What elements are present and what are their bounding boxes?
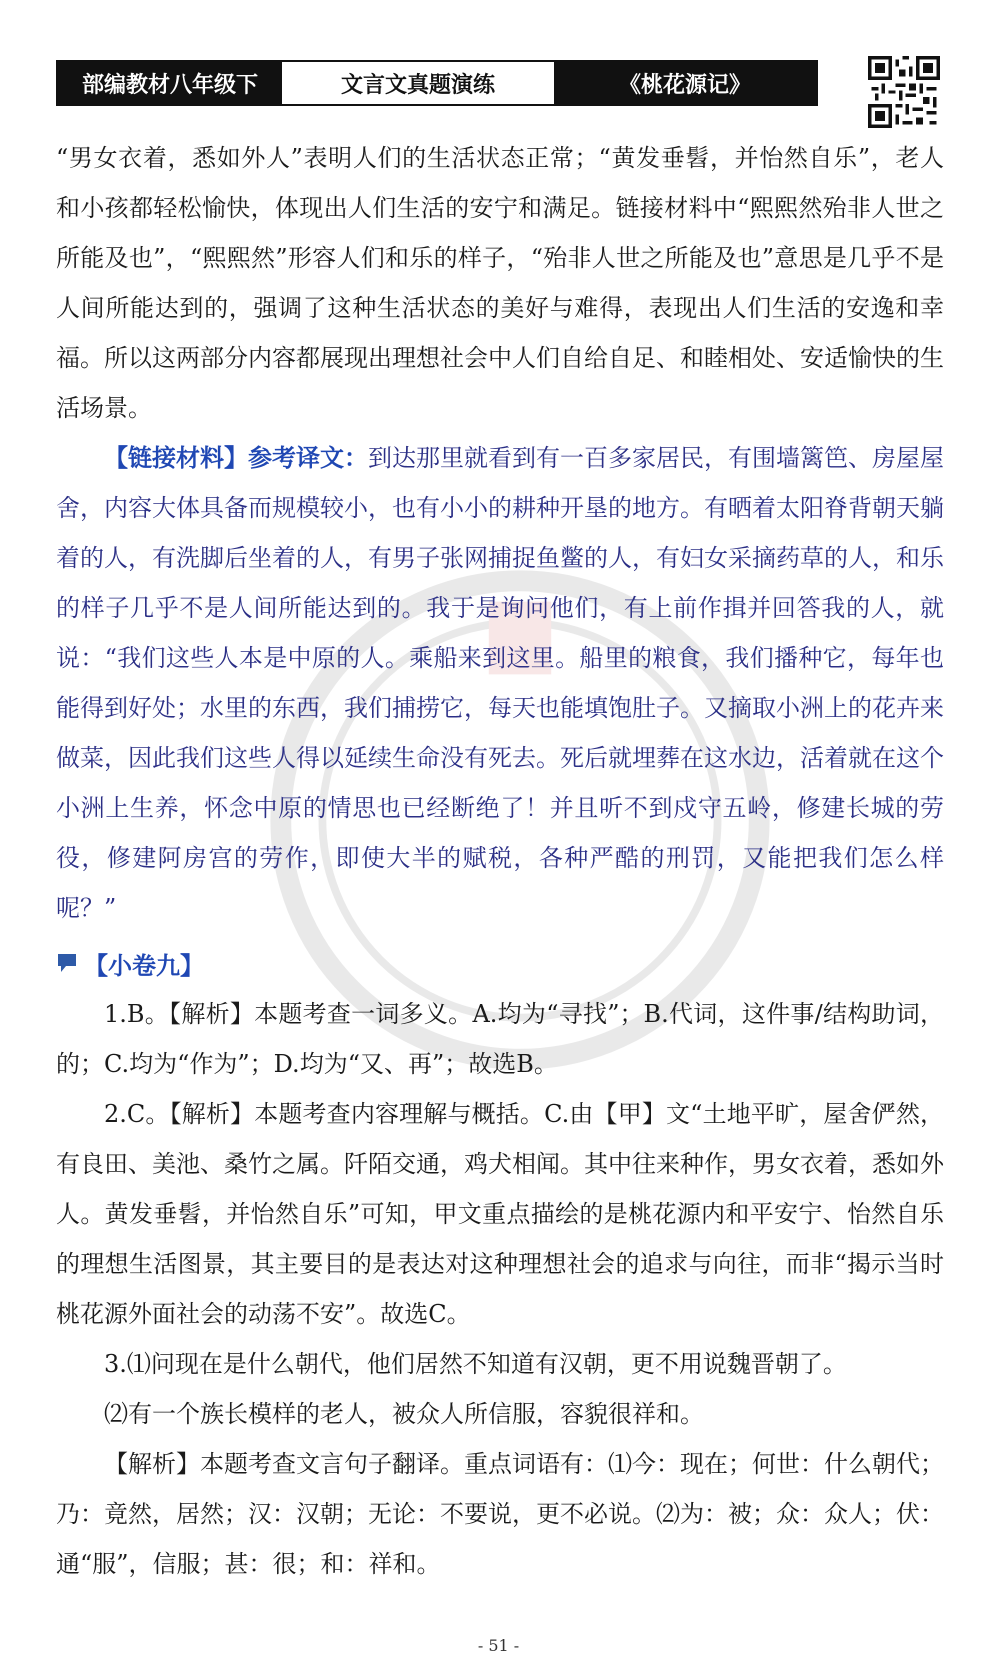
answer-3-part2: ⑵有一个族长模样的老人，被众人所信服，容貌很祥和。 [104,1400,704,1428]
section-heading [56,937,944,989]
answer-1: 1.B。【解析】本题考查一词多义。A.均为“寻找”；B.代词，这件事/结构助词，的；C.均为“作为”；D.均为“又、再”；故选B。 [56,1000,944,1078]
translation-label: 【链接材料】参考译文： [104,443,368,472]
header-topic: 文言文真题演练 [282,62,554,104]
translation-text: 到达那里就看到有一百多家居民，有围墙篱笆、房屋屋舍，内容大体具备而规模较小，也有小小的耕种开垦的地方。有晒着太阳脊背朝天躺着的人，有洗脚后坐着的人，有男子张网捕捉鱼鳖的人，有妇女采摘药草的人，和乐的样子几乎不是人间所能达到的。我于是询问他们，有上前作揖并回答我的人，就说：“我们这些人本是中原的人。乘船来到这里。船里的粮食，我们播种它，每年也能得到好处；水里的东西，我们捕捞它，每天也能填饱肚子。又摘取小洲上的花卉来做菜，因此我们这些人得以延续生命没有死去。死后就埋葬在这水边，活着就在这个小洲上生养，怀念中原的情思也已经断绝了！并且听不到戍守五岭，修建长城的劳役，修建阿房宫的劳作，即使大半的赋税，各种严酷的刑罚，又能把我们怎么样呢？” [56,444,944,922]
translation-paragraph [56,433,944,933]
answer-3-analysis: 【解析】本题考查文言句子翻译。重点词语有：⑴今：现在；何世：什么朝代；乃：竟然，居然；汉：汉朝；无论：不要说，更不必说。⑵为：被；众：众人；伏：通“服”，信服；甚：很；和：祥和。 [56,1450,944,1578]
bookmark-icon [56,952,80,974]
answer-3-part1: 3.⑴问现在是什么朝代，他们居然不知道有汉朝，更不用说魏晋朝了。 [104,1350,847,1378]
qr-code-icon [868,56,940,128]
answer-2: 2.C。【解析】本题考查内容理解与概括。C.由【甲】文“土地平旷，屋舍俨然，有良田、美池、桑竹之属。阡陌交通，鸡犬相闻。其中往来种作，男女衣着，悉如外人。黄发垂髫，并怡然自乐”可知，甲文重点描绘的是桃花源内和平安宁、怡然自乐的理想生活图景，其主要目的是表达对这种理想社会的追求与向往，而非“揭示当时桃花源外面社会的动荡不安”。故选C。 [56,1100,944,1328]
section-title: 【小卷九】 [84,950,204,980]
header-lesson: 《桃花源记》 [554,62,816,104]
page-header [56,60,818,106]
page-number: - 51 - [477,1636,520,1655]
analysis-paragraph: “男女衣着，悉如外人”表明人们的生活状态正常；“黄发垂髫，并怡然自乐”，老人和小孩都轻松愉快，体现出人们生活的安宁和满足。链接材料中“熙熙然殆非人世之所能及也”，“熙熙然”形容人们和乐的样子，“殆非人世之所能及也”意思是几乎不是人间所能达到的，强调了这种生活状态的美好与难得，表现出人们生活的安逸和幸福。所以这两部分内容都展现出理想社会中人们自给自足、和睦相处、安适愉快的生活场景。 [56,144,944,422]
page-content [56,133,944,1589]
header-grade: 部编教材八年级下 [58,62,282,104]
